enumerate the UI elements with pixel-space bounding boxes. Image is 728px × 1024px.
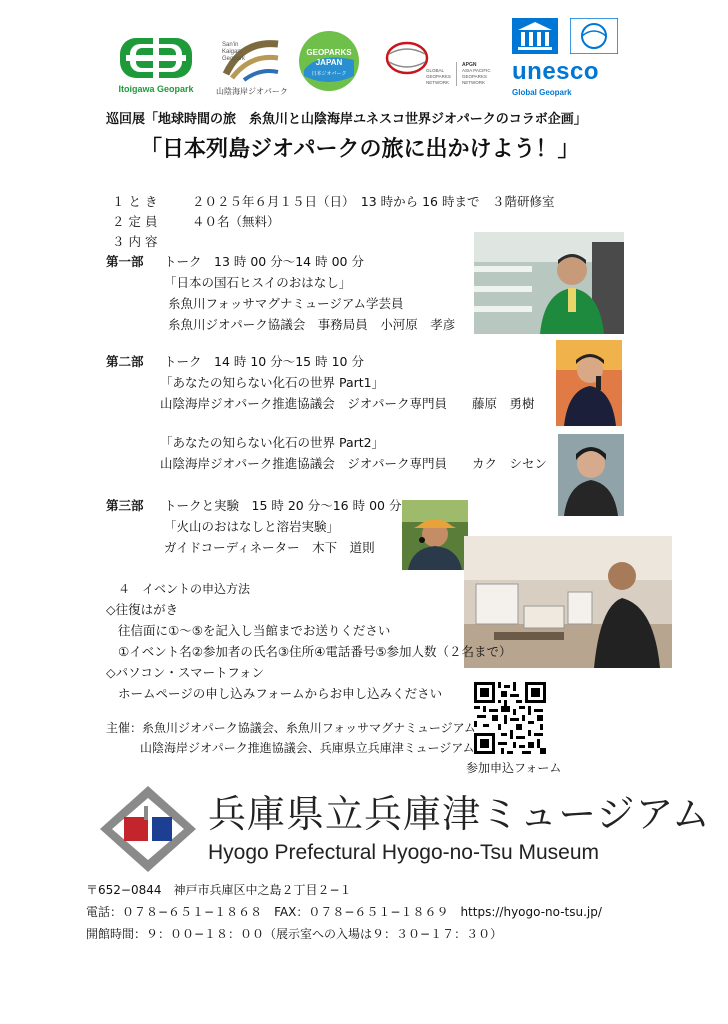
part2-speaker2: 山陰海岸ジオパーク推進協議会 ジオパーク専門員 カク シセン: [160, 456, 548, 471]
geoparks-japan-text-2: JAPAN: [315, 58, 343, 67]
geoparks-japan-text-3: 日本ジオパーク: [311, 71, 347, 77]
part3-time: トークと実験 15 時 20 分～16 時 00 分: [164, 498, 402, 513]
footer-contact: 電話：０７８−６５１−１８６８ FAX：０７８−６５１−１８６９ https://hyogo-no-tsu.jp/: [86, 905, 602, 919]
ggn-apgn-logo: [378, 38, 498, 94]
ggn-text-2: GEOPARKS: [426, 74, 451, 79]
part2-label: 第二部: [106, 354, 144, 369]
postcard-fields: ①イベント名②参加者の氏名③住所④電話番号⑤参加人数（２名まで）: [118, 644, 512, 659]
part3-speaker: ガイドコーディネーター 木下 道則: [164, 540, 375, 555]
logo-row: [0, 0, 728, 100]
sanin-kaigan-logo: [216, 34, 288, 98]
itoigawa-logo-text: Itoigawa Geopark: [118, 84, 194, 94]
speaker1-photo: [474, 232, 624, 334]
part1-speaker-name: 糸魚川ジオパーク協議会 事務局員 小河原 孝彦: [168, 317, 456, 332]
museum-name-en: Hyogo Prefectural Hyogo-no-Tsu Museum: [208, 841, 600, 864]
page-title: 「日本列島ジオパークの旅に出かけよう！」: [140, 137, 580, 162]
date-value: ２０２５年６月１５日（日） 13 時から 16 時まで ３階研修室: [192, 194, 555, 209]
itoigawa-geopark-logo: [116, 34, 196, 100]
part2-talk1-title: 「あなたの知らない化石の世界 Part1」: [160, 375, 385, 390]
part2-speaker1: 山陰海岸ジオパーク推進協議会 ジオパーク専門員 藤原 勇樹: [160, 396, 535, 411]
sanin-logo-caption: 山陰海岸ジオパーク: [216, 87, 288, 96]
footer-hours: 開館時間：９：００−１８：００（展示室への入場は９：３０−１７：３０）: [86, 927, 503, 941]
unesco-temple-icon: [512, 18, 558, 54]
apgn-text-1: APGN: [462, 62, 477, 68]
apgn-text-2: ASIA PACIFIC: [462, 68, 491, 73]
part1-time: トーク 13 時 00 分～14 時 00 分: [164, 254, 364, 269]
web-instructions: ホームページの申し込みフォームからお申し込みください: [118, 686, 443, 701]
global-geopark-icon: [570, 18, 618, 54]
content-label: ３ 内 容: [112, 234, 158, 249]
qr-code[interactable]: [474, 682, 546, 754]
speaker4-photo: [402, 500, 468, 570]
logo-divider: [456, 62, 457, 86]
part3-label: 第三部: [106, 498, 144, 513]
apgn-text-3: GEOPARKS: [462, 74, 487, 79]
qr-code-icon: [474, 682, 546, 754]
sanin-logo-text-3: Geopark: [222, 56, 246, 62]
unesco-logo: [512, 18, 622, 100]
capacity-label: ２ 定 員: [112, 214, 158, 229]
ggn-globe-icon: [384, 40, 430, 76]
postcard-instructions: 往信面に①～⑤を記入し当館までお送りください: [118, 623, 391, 638]
part2-time: トーク 14 時 10 分～15 時 10 分: [164, 354, 364, 369]
part1-label: 第一部: [106, 254, 144, 269]
geoparks-japan-text-1: GEOPARKS: [306, 48, 352, 57]
part1-speaker-affiliation: 糸魚川フォッサマグナミュージアム学芸員: [168, 296, 404, 311]
organizers-line1: 主催：糸魚川ジオパーク協議会、糸魚川フォッサマグナミュージアム: [106, 721, 476, 735]
museum-logo: [100, 786, 711, 872]
exhibit-subtitle: 巡回展「地球時間の旅 糸魚川と山陰海岸ユネスコ世界ジオパークのコラボ企画」: [106, 112, 587, 127]
itoigawa-emblem-icon: [116, 34, 196, 82]
organizers-line2: 山陰海岸ジオパーク推進協議会、兵庫県立兵庫津ミュージアム: [140, 741, 475, 755]
museum-emblem-icon: [100, 786, 196, 872]
apgn-text-4: NETWORK: [462, 80, 485, 85]
speaker2-photo: [556, 340, 622, 426]
footer-address: 〒652−0844 神戸市兵庫区中之島２丁目２−１: [86, 883, 352, 897]
apply-heading: ４ イベントの申込方法: [118, 582, 251, 596]
date-label: １ と き: [112, 194, 158, 209]
unesco-wordmark: unesco: [512, 58, 600, 85]
speaker3-photo: [558, 434, 624, 516]
unesco-subtitle: Global Geopark: [512, 88, 572, 97]
web-heading: ◇パソコン・スマートフォン: [106, 665, 265, 680]
museum-name-jp: 兵庫県立兵庫津ミュージアム: [208, 792, 711, 836]
ggn-text-3: NETWORK: [426, 80, 449, 85]
capacity-value: ４０名（無料）: [192, 214, 280, 229]
sanin-logo-text-1: San'in: [222, 42, 239, 48]
sanin-logo-text-2: Kaigan: [222, 49, 241, 55]
part2-talk2-title: 「あなたの知らない化石の世界 Part2」: [160, 435, 385, 450]
ggn-text-1: GLOBAL: [426, 68, 445, 73]
qr-caption: 参加申込フォーム: [466, 761, 562, 775]
part3-talk-title: 「火山のおはなしと溶岩実験」: [164, 519, 340, 534]
part1-talk-title: 「日本の国石ヒスイのおはなし」: [164, 275, 352, 290]
postcard-heading: ◇往復はがき: [106, 602, 179, 617]
geoparks-japan-logo: [298, 30, 360, 94]
